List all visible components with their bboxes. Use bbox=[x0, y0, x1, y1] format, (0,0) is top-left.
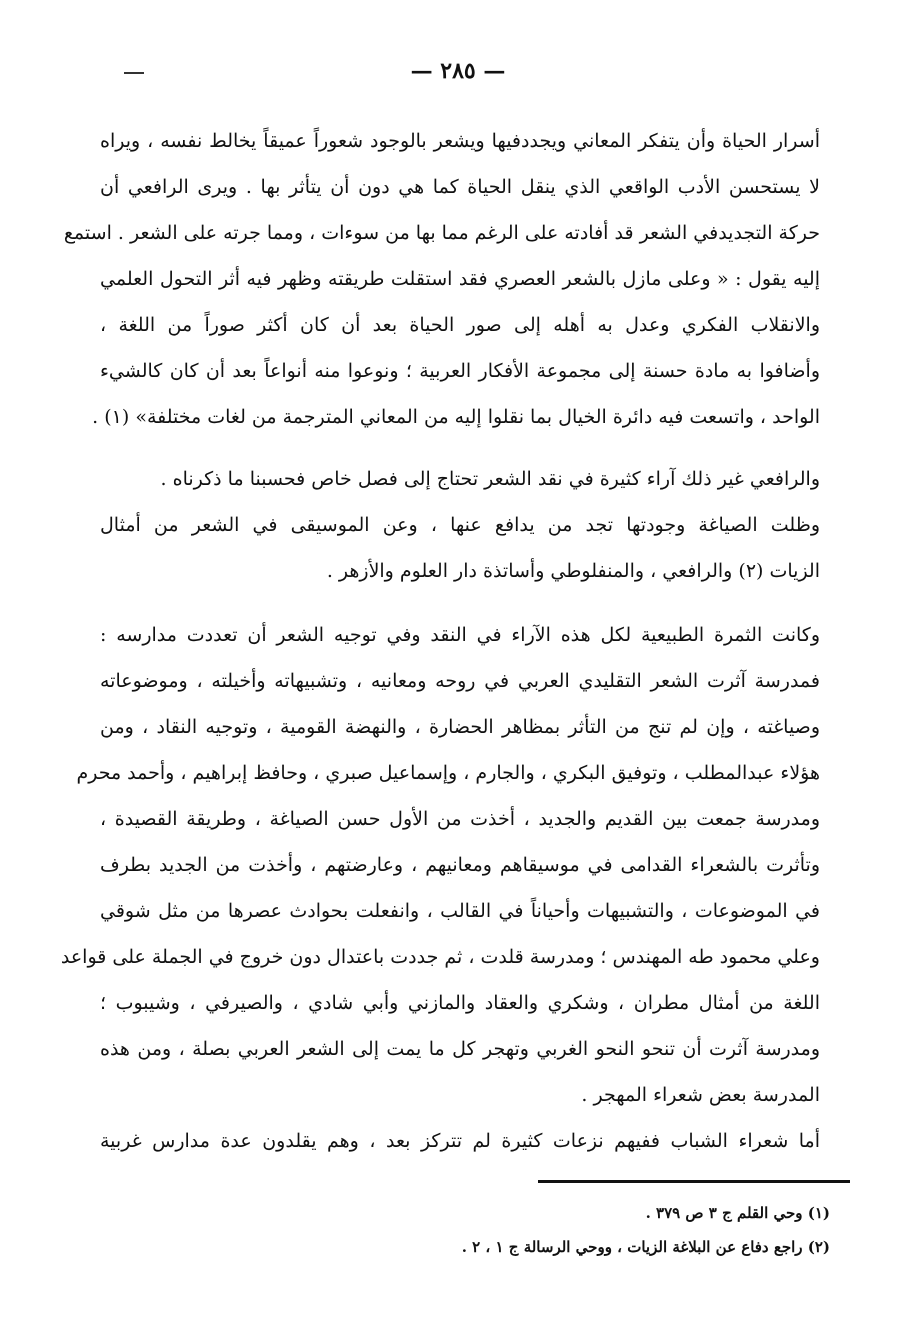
text-line: والرافعي غير ذلك آراء كثيرة في نقد الشعر تحتاج إلى فصل خاص فحسبنا ما ذكرناه . bbox=[160, 468, 820, 490]
page-number: — ٢٨٥ — bbox=[410, 58, 506, 84]
text-line: ومدرسة آثرت أن تنحو النحو الغربي وتهجر كل ما يمت إلى الشعر العربي بصلة ، ومن هذه bbox=[100, 1038, 820, 1060]
footnote-2: (٢) راجع دفاع عن البلاغة الزيات ، ووحي الرسالة ج ١ ، ٢ . bbox=[461, 1238, 830, 1256]
text-line: الواحد ، واتسعت فيه دائرة الخيال بما نقلوا إليه من المعاني المترجمة من لغات مختلفة» (١) . bbox=[92, 406, 820, 428]
paragraph-2 bbox=[100, 456, 820, 594]
paragraph-1 bbox=[63, 118, 820, 440]
paragraph-3 bbox=[60, 612, 820, 1118]
text-line: هؤلاء عبدالمطلب ، وتوفيق البكري ، والجارم ، وإسماعيل صبري ، وحافظ إبراهيم ، وأحمد محرم bbox=[76, 762, 820, 784]
text-line: فمدرسة آثرت الشعر التقليدي العربي في روحه ومعانيه ، وتشبيهاته وأخيلته ، وموضوعاته bbox=[100, 670, 820, 692]
footnotes bbox=[300, 1196, 830, 1264]
text-line: في الموضوعات ، والتشبيهات وأحياناً في القالب ، وانفعلت بحوادث عصرها من مثل شوقي bbox=[100, 900, 820, 922]
footnote-1: (١) وحي القلم ج ٣ ص ٣٧٩ . bbox=[645, 1204, 830, 1222]
text-line: وكانت الثمرة الطبيعية لكل هذه الآراء في النقد وفي توجيه الشعر أن تعددت مدارسه : bbox=[100, 624, 820, 646]
paragraph-4 bbox=[100, 1118, 820, 1164]
text-line: والانقلاب الفكري وعدل به أهله إلى صور الحياة بعد أن كان أكثر صوراً من اللغة ، bbox=[100, 314, 820, 336]
footnote-divider bbox=[538, 1180, 850, 1183]
text-line: ومدرسة جمعت بين القديم والجديد ، أخذت من الأول حسن الصياغة ، وطريقة القصيدة ، bbox=[100, 808, 820, 830]
text-line: الزيات (٢) والرافعي ، والمنفلوطي وأساتذة دار العلوم والأزهر . bbox=[326, 560, 820, 582]
text-line: وظلت الصياغة وجودتها تجد من يدافع عنها ، وعن الموسيقى في الشعر من أمثال bbox=[100, 514, 820, 536]
text-line: وعلي محمود طه المهندس ؛ ومدرسة قلدت ، ثم جددت باعتدال دون خروج في الجملة على قواعد bbox=[60, 946, 820, 968]
text-line: أما شعراء الشباب ففيهم نزعات كثيرة لم تتركز بعد ، وهم يقلدون عدة مدارس غربية bbox=[100, 1130, 820, 1152]
text-line: لا يستحسن الأدب الواقعي الذي ينقل الحياة كما هي دون أن يتأثر بها . ويرى الرافعي أن bbox=[100, 176, 820, 198]
margin-mark bbox=[124, 72, 144, 74]
text-line: وتأثرت بالشعراء القدامى في موسيقاهم ومعانيهم ، وعارضتهم ، وأخذت من الجديد بطرف bbox=[100, 854, 820, 876]
text-line: وأضافوا به مادة حسنة إلى مجموعة الأفكار العربية ؛ ونوعوا منه أنواعاً بعد أن كان كالشيء bbox=[100, 360, 820, 382]
text-line: أسرار الحياة وأن يتفكر المعاني ويجددفيها ويشعر بالوجود شعوراً عميقاً يخالط نفسه ، ويراه bbox=[100, 130, 820, 152]
text-line: إليه يقول : « وعلى مازل بالشعر العصري فقد استقلت طريقته وظهر فيه أثر التحول العلمي bbox=[100, 268, 820, 290]
text-line: حركة التجديدفي الشعر قد أفادته على الرغم مما بها من سوءات ، ومما جرته على الشعر . استمع bbox=[63, 222, 820, 244]
text-line: اللغة من أمثال مطران ، وشكري والعقاد والمازني وأبي شادي ، والصيرفي ، وشيبوب ؛ bbox=[100, 992, 820, 1014]
text-line: وصياغته ، وإن لم تنج من التأثر بمظاهر الحضارة ، والنهضة القومية ، وتوجيه النقاد ، ومن bbox=[100, 716, 820, 738]
text-line: المدرسة بعض شعراء المهجر . bbox=[581, 1084, 820, 1106]
